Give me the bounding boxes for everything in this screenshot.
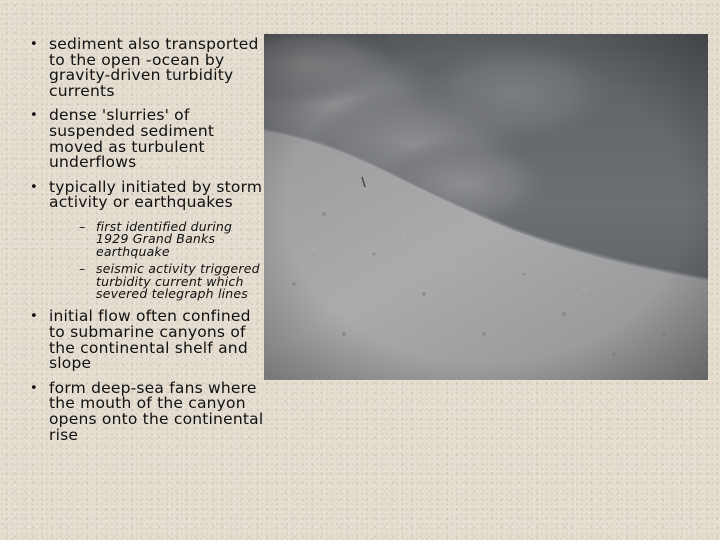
bullet-item (28, 108, 268, 170)
bullet-item (28, 378, 268, 444)
dash-icon: – (79, 261, 86, 277)
bullet-text: sediment also transported to the open -ocean by gravity-driven turbidity currents (49, 35, 259, 100)
sub-bullet-text: first identified during 1929 Grand Banks earthquake (96, 218, 233, 259)
bullet-icon: • (30, 179, 38, 195)
sub-bullet-list (49, 218, 268, 301)
bullet-item (28, 309, 268, 371)
bullet-icon: • (30, 309, 38, 325)
bullet-text: initial flow often confined to submarine canyons of the continental shelf and slope (49, 307, 251, 373)
bullet-text: dense 'slurries' of suspended sediment moved as turbulent underflows (49, 106, 215, 172)
bullet-text: form deep-sea fans where the mouth of the canyon opens onto the continental rise (49, 378, 264, 444)
dash-icon: – (79, 218, 86, 234)
bullet-icon: • (30, 108, 38, 124)
sub-bullet-text: seismic activity triggered turbidity current which severed telegraph lines (96, 261, 260, 301)
bullet-item (28, 37, 268, 99)
sub-bullet-item (49, 218, 268, 259)
photo-image (264, 34, 708, 380)
bullet-icon: • (30, 380, 38, 396)
bullet-text: typically initiated by storm activity or earthquakes (49, 177, 263, 212)
turbidity-current-photo (264, 34, 708, 380)
bullet-list (28, 37, 268, 452)
bullet-icon: • (30, 37, 38, 52)
sub-bullet-item (49, 263, 268, 300)
bullet-item (28, 177, 268, 301)
